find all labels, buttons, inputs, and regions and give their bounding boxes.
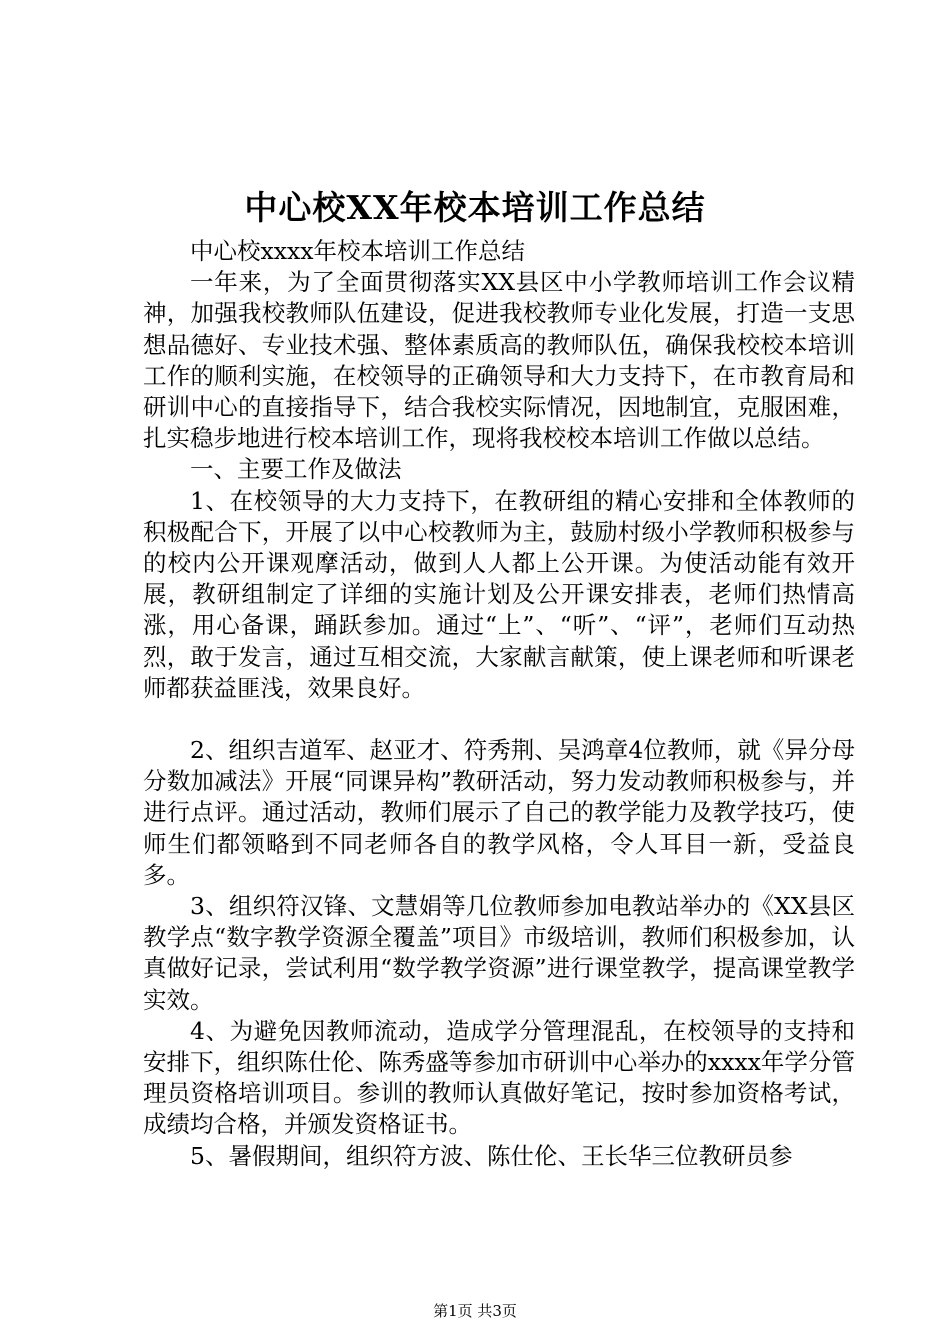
item-4-paragraph: 4、为避免因教师流动，造成学分管理混乱，在校领导的支持和安排下，组织陈仕伦、陈秀盛等参加市研训中心举办的xxxx年学分管理员资格培训项目。参训的教师认真做好笔记，按时参加资格考试，成绩均合格，并颁发资格证书。 (143, 1016, 855, 1139)
section-heading: 一、主要工作及做法 (190, 455, 402, 484)
item-3-paragraph: 3、组织符汉锋、文慧娟等几位教师参加电教站举办的《XX县区教学点“数字教学资源全覆盖”项目》市级培训，教师们积极参加，认真做好记录，尝试利用“数学教学资源”进行课堂教学，提高课堂教学实效。 (143, 892, 855, 1014)
intro-paragraph: 一年来，为了全面贯彻落实XX县区中小学教师培训工作会议精神，加强我校教师队伍建设，促进我校教师专业化发展，打造一支思想品德好、专业技术强、整体素质高的教师队伍，确保我校校本培训工作的顺利实施，在校领导的正确领导和大力支持下，在市教育局和研训中心的直接指导下，结合我校实际情况，因地制宜，克服困难，扎实稳步地进行校本培训工作，现将我校校本培训工作做以总结。 (143, 268, 855, 453)
document-body (143, 236, 855, 1172)
subtitle-paragraph: 中心校xxxx年校本培训工作总结 (190, 237, 526, 265)
item-2-paragraph: 2、组织吉道军、赵亚才、符秀荆、吴鸿章4位教师，就《异分母分数加减法》开展“同课异构”教研活动，努力发动教师积极参与，并进行点评。通过活动，教师们展示了自己的教学能力及教学技巧，使师生们都领略到不同老师各自的教学风格，令人耳目一新，受益良多。 (143, 736, 855, 889)
item-1-paragraph: 1、在校领导的大力支持下，在教研组的精心安排和全体教师的积极配合下，开展了以中心校教师为主，鼓励村级小学教师积极参与的校内公开课观摩活动，做到人人都上公开课。为使活动能有效开展，教研组制定了详细的实施计划及公开课安排表，老师们热情高涨，用心备课，踊跃参加。通过“上”、“听”、“评”，老师们互动热烈，敢于发言，通过互相交流，大家献言献策，使上课老师和听课老师都获益匪浅，效果良好。 (143, 486, 855, 702)
document-title: 中心校XX年校本培训工作总结 (244, 188, 706, 227)
item-5-paragraph: 5、暑假期间，组织符方波、陈仕伦、王长华三位教研员参 (190, 1141, 793, 1170)
page-number: 第1页 共3页 (433, 1302, 517, 1320)
